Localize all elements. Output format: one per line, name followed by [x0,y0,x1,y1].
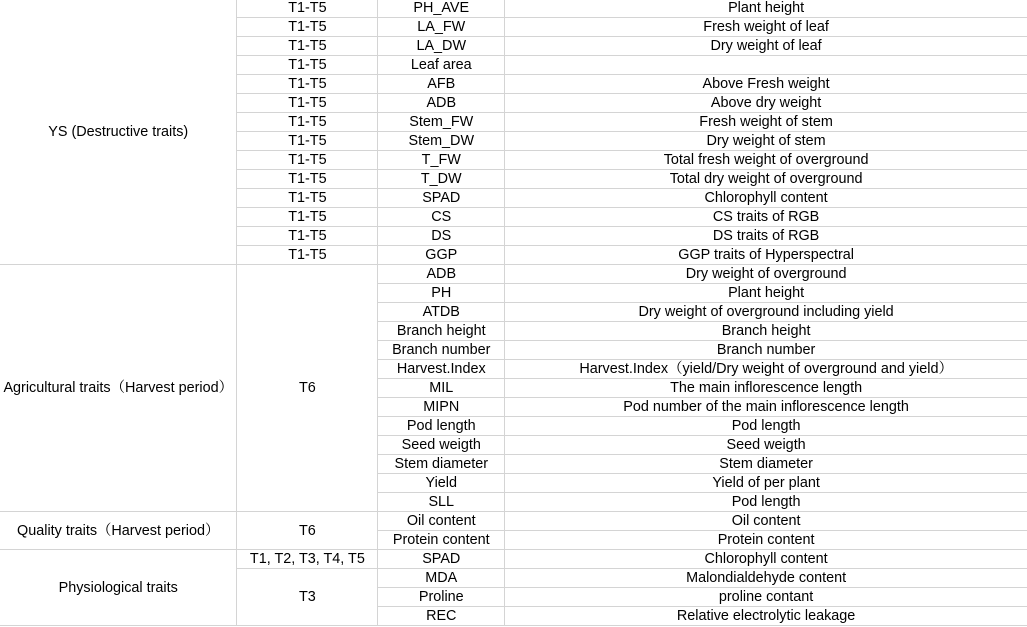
trait-code-cell[interactable]: Seed weigth [378,436,505,455]
period-cell[interactable]: T1-T5 [237,56,378,75]
trait-code-cell[interactable]: Yield [378,474,505,493]
trait-code-cell[interactable]: MIPN [378,398,505,417]
period-cell[interactable]: T1-T5 [237,94,378,113]
trait-code-cell[interactable]: Leaf area [378,56,505,75]
trait-description-cell[interactable]: Dry weight of stem [505,132,1027,151]
trait-code-cell[interactable]: Stem diameter [378,455,505,474]
trait-description-cell[interactable]: proline contant [505,588,1027,607]
trait-code-cell[interactable]: Proline [378,588,505,607]
trait-description-cell[interactable]: Total dry weight of overground [505,170,1027,189]
category-cell[interactable]: YS (Destructive traits) [0,0,237,265]
period-cell[interactable]: T6 [237,512,378,550]
trait-description-cell[interactable]: Plant height [505,284,1027,303]
trait-description-cell[interactable]: Fresh weight of leaf [505,18,1027,37]
trait-code-cell[interactable]: PH [378,284,505,303]
trait-code-cell[interactable]: AFB [378,75,505,94]
trait-code-cell[interactable]: PH_AVE [378,0,505,18]
trait-code-cell[interactable]: GGP [378,246,505,265]
trait-description-cell[interactable]: Pod number of the main inflorescence length [505,398,1027,417]
trait-description-cell[interactable]: Stem diameter [505,455,1027,474]
trait-description-cell[interactable]: Branch height [505,322,1027,341]
trait-description-cell[interactable]: Dry weight of overground [505,265,1027,284]
trait-code-cell[interactable]: CS [378,208,505,227]
trait-code-cell[interactable]: LA_DW [378,37,505,56]
trait-code-cell[interactable]: SPAD [378,550,505,569]
period-cell[interactable]: T1-T5 [237,75,378,94]
trait-description-cell[interactable]: Protein content [505,531,1027,550]
trait-code-cell[interactable]: SLL [378,493,505,512]
trait-description-cell[interactable]: Chlorophyll content [505,550,1027,569]
trait-code-cell[interactable]: Harvest.Index [378,360,505,379]
trait-code-cell[interactable]: Protein content [378,531,505,550]
trait-description-cell[interactable]: Above dry weight [505,94,1027,113]
category-cell[interactable]: Quality traits（Harvest period） [0,512,237,550]
trait-code-cell[interactable]: Branch height [378,322,505,341]
trait-description-cell[interactable]: GGP traits of Hyperspectral [505,246,1027,265]
period-cell[interactable]: T1-T5 [237,0,378,18]
trait-code-cell[interactable]: DS [378,227,505,246]
period-cell[interactable]: T1-T5 [237,18,378,37]
period-cell[interactable]: T1-T5 [237,208,378,227]
trait-code-cell[interactable]: ADB [378,94,505,113]
trait-code-cell[interactable]: Pod length [378,417,505,436]
trait-description-cell[interactable]: CS traits of RGB [505,208,1027,227]
trait-description-cell[interactable] [505,56,1027,75]
trait-code-cell[interactable]: T_FW [378,151,505,170]
period-cell[interactable]: T3 [237,569,378,626]
period-cell[interactable]: T1-T5 [237,189,378,208]
trait-description-cell[interactable]: DS traits of RGB [505,227,1027,246]
trait-description-cell[interactable]: Dry weight of leaf [505,37,1027,56]
trait-code-cell[interactable]: Stem_FW [378,113,505,132]
period-cell[interactable]: T1-T5 [237,37,378,56]
trait-description-cell[interactable]: Fresh weight of stem [505,113,1027,132]
trait-description-cell[interactable]: Harvest.Index（yield/Dry weight of overground and yield） [505,360,1027,379]
period-cell[interactable]: T1-T5 [237,151,378,170]
trait-description-cell[interactable]: Plant height [505,0,1027,18]
trait-code-cell[interactable]: SPAD [378,189,505,208]
period-cell[interactable]: T6 [237,265,378,512]
trait-description-cell[interactable]: Relative electrolytic leakage [505,607,1027,626]
trait-description-cell[interactable]: Pod length [505,417,1027,436]
trait-description-cell[interactable]: Above Fresh weight [505,75,1027,94]
trait-description-cell[interactable]: The main inflorescence length [505,379,1027,398]
table-row [0,0,1027,18]
trait-code-cell[interactable]: ATDB [378,303,505,322]
trait-description-cell[interactable]: Seed weigth [505,436,1027,455]
trait-code-cell[interactable]: REC [378,607,505,626]
trait-code-cell[interactable]: ADB [378,265,505,284]
table-row [0,550,1027,569]
category-cell[interactable]: Physiological traits [0,550,237,626]
period-cell[interactable]: T1-T5 [237,113,378,132]
trait-code-cell[interactable]: Stem_DW [378,132,505,151]
trait-code-cell[interactable]: T_DW [378,170,505,189]
period-cell[interactable]: T1, T2, T3, T4, T5 [237,550,378,569]
period-cell[interactable]: T1-T5 [237,132,378,151]
trait-description-cell[interactable]: Malondialdehyde content [505,569,1027,588]
category-cell[interactable]: Agricultural traits（Harvest period） [0,265,237,512]
trait-code-cell[interactable]: Branch number [378,341,505,360]
table-row [0,512,1027,531]
trait-description-cell[interactable]: Dry weight of overground including yield [505,303,1027,322]
period-cell[interactable]: T1-T5 [237,170,378,189]
trait-code-cell[interactable]: Oil content [378,512,505,531]
period-cell[interactable]: T1-T5 [237,246,378,265]
trait-description-cell[interactable]: Branch number [505,341,1027,360]
trait-description-cell[interactable]: Yield of per plant [505,474,1027,493]
period-cell[interactable]: T1-T5 [237,227,378,246]
trait-description-cell[interactable]: Oil content [505,512,1027,531]
table-row [0,265,1027,284]
trait-code-cell[interactable]: MIL [378,379,505,398]
trait-code-cell[interactable]: MDA [378,569,505,588]
trait-description-cell[interactable]: Pod length [505,493,1027,512]
trait-description-cell[interactable]: Total fresh weight of overground [505,151,1027,170]
trait-code-cell[interactable]: LA_FW [378,18,505,37]
trait-description-cell[interactable]: Chlorophyll content [505,189,1027,208]
